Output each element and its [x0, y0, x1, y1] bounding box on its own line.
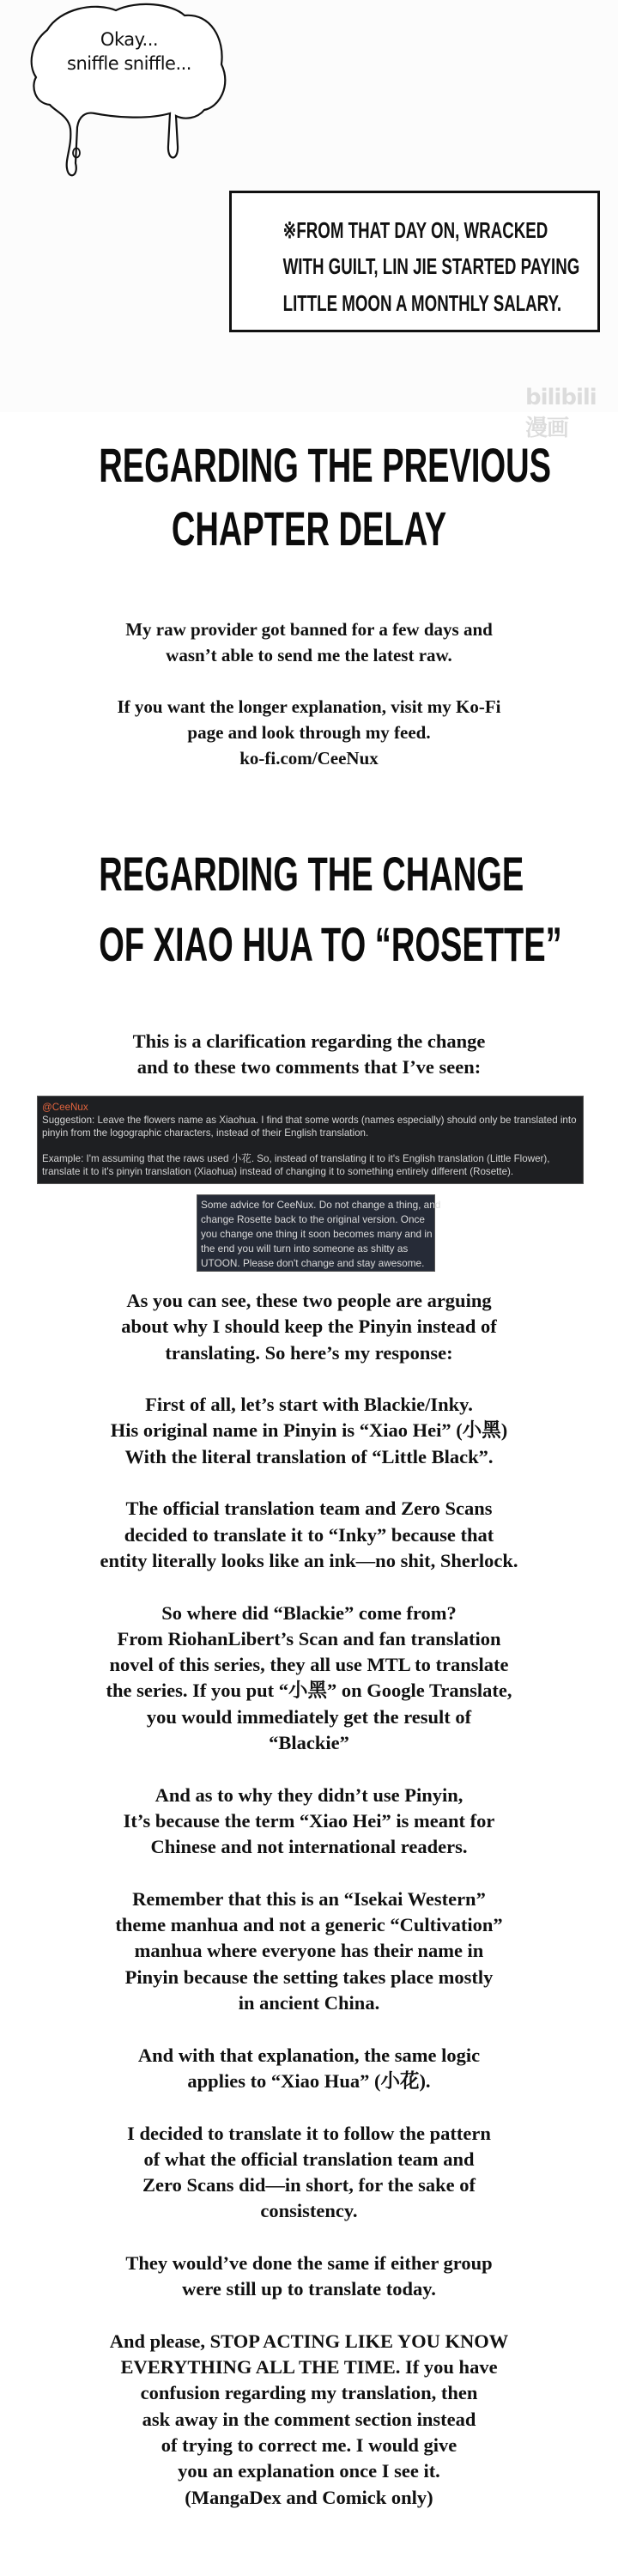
comment-line: UTOON. Please don't change and stay awesome. — [201, 1257, 425, 1269]
blank-line — [0, 1366, 618, 1392]
text-line: wasn’t able to send me the latest raw. — [166, 645, 452, 665]
section-heading: CHAPTER DELAY — [171, 501, 447, 556]
text-line: As you can see, these two people are arguing — [126, 1290, 492, 1311]
blank-line — [0, 1470, 618, 1496]
text-line: Remember that this is an “Isekai Western” — [132, 1887, 486, 1910]
caption-line: ※FROM THAT DAY ON, WRACKED — [282, 217, 548, 243]
text-line: (MangaDex and Comick only) — [185, 2486, 433, 2508]
text-line: First of all, let’s start with Blackie/Inky. — [145, 1394, 473, 1416]
text-line: the series. If you put “小黑” on Google Translate, — [106, 1680, 512, 1702]
text-line: So where did “Blackie” come from? — [161, 1601, 457, 1624]
text-line: theme manhua and not a generic “Cultivation” — [115, 1914, 503, 1936]
comic-panel — [0, 0, 618, 441]
text-line: This is a clarification regarding the change — [132, 1030, 486, 1052]
text-line: If you want the longer explanation, visit my Ko-Fi — [117, 696, 501, 717]
text-line: Pinyin because the setting takes place mostly — [124, 1965, 494, 1988]
comment-line: pinyin from the logographic characters, instead of their English translation. — [42, 1127, 369, 1139]
text-line: It’s because the term “Xiao Hei” is meant for — [123, 1809, 495, 1832]
text-line: And with that explanation, the same logic — [137, 2044, 481, 2066]
text-line: manhua where everyone has their name in — [134, 1940, 484, 1962]
blank-line — [0, 2094, 618, 2120]
text-line: about why I should keep the Pinyin instead of — [121, 1315, 497, 1338]
text-line: Chinese and not international readers. — [150, 1836, 468, 1858]
text-line: confusion regarding my translation, then — [140, 2382, 478, 2404]
text-line: translating. So here’s my response: — [165, 1341, 453, 1364]
text-line: With the literal translation of “Little Black”. — [124, 1445, 494, 1467]
blank-line — [0, 668, 618, 694]
comment-line: Some advice for CeeNux. Do not change a thing, and — [201, 1199, 441, 1211]
blank-line — [42, 1139, 579, 1152]
blank-line — [0, 1574, 618, 1600]
text-line: I decided to translate it to follow the pattern — [127, 2122, 491, 2144]
text-line: decided to translate it to “Inky” because that — [124, 1523, 494, 1546]
text-line: of trying to correct me. I would give — [161, 2434, 457, 2457]
clarification-intro — [0, 1029, 618, 1081]
bubble-text-line: Okay... — [100, 29, 159, 50]
narration-caption-box — [229, 191, 600, 332]
text-line: They would’ve done the same if either group — [125, 2251, 493, 2274]
text-line: My raw provider got banned for a few days and — [125, 619, 493, 640]
blank-line — [0, 2225, 618, 2251]
text-line: EVERYTHING ALL THE TIME. If you have — [120, 2356, 498, 2379]
comment-screenshot-2 — [197, 1194, 441, 1272]
text-line: applies to “Xiao Hua” (小花). — [187, 2069, 431, 2092]
text-line: The official translation team and Zero Scans — [125, 1498, 493, 1520]
section-heading: REGARDING THE PREVIOUS — [99, 438, 552, 492]
text-line: “Blackie” — [269, 1732, 349, 1754]
caption-line: LITTLE MOON A MONTHLY SALARY. — [282, 290, 562, 316]
section-heading: OF XIAO HUA TO “ROSETTE” — [99, 917, 562, 971]
comment-line: Example: I'm assuming that the raws used 小花. So, instead of translating it to it's English translation (Little Flower), — [42, 1153, 550, 1164]
bilibili-watermark: bilibili 漫画 — [525, 385, 597, 441]
blank-line — [0, 2016, 618, 2042]
text-line: His original name in Pinyin is “Xiao Hei” (小黑) — [110, 1419, 508, 1442]
response-body — [0, 1288, 618, 2511]
comment-line: the end you will turn into someone as shitty as — [201, 1242, 409, 1255]
comment-line: change Rosette back to the original version. Once — [201, 1213, 425, 1225]
bubble-text-line: sniffle sniffle... — [67, 53, 191, 74]
text-line: were still up to translate today. — [182, 2278, 436, 2300]
text-line: ko-fi.com/CeeNux — [239, 748, 379, 769]
text-line: you would immediately get the result of — [146, 1705, 472, 1728]
text-line: page and look through my feed. — [187, 722, 431, 743]
blank-line — [0, 1861, 618, 1886]
blank-line — [0, 1756, 618, 1782]
text-line: you an explanation once I see it. — [178, 2460, 440, 2482]
text-line: of what the official translation team and — [143, 2148, 475, 2170]
section-heading: REGARDING THE CHANGE — [99, 847, 524, 901]
text-line: From RiohanLibert’s Scan and fan translation — [117, 1627, 501, 1649]
text-line: ask away in the comment section instead — [142, 2408, 476, 2430]
comment-line: you change one thing it soon becomes many and in — [201, 1228, 433, 1240]
text-line: Zero Scans did—in short, for the sake of — [142, 2174, 476, 2196]
text-line: consistency. — [260, 2200, 358, 2222]
text-line: And please, STOP ACTING LIKE YOU KNOW — [109, 2330, 509, 2352]
comment-screenshot-1 — [37, 1096, 584, 1184]
text-line: in ancient China. — [238, 1992, 380, 2014]
blank-line — [0, 2303, 618, 2329]
comment-line: Suggestion: Leave the flowers name as Xiaohua. I find that some words (names especially) should only be translated into — [42, 1115, 577, 1126]
text-line: entity literally looks like an ink—no shit, Sherlock. — [100, 1549, 518, 1571]
text-line: novel of this series, they all use MTL to translate — [109, 1654, 509, 1676]
delay-explanation — [0, 617, 618, 771]
comment-username: @CeeNux — [42, 1102, 88, 1113]
caption-line: WITH GUILT, LIN JIE STARTED PAYING — [282, 253, 580, 279]
text-line: and to these two comments that I’ve seen: — [136, 1056, 482, 1078]
comment-line: translate it to it's pinyin translation (Xiaohua) instead of changing it to something entirely different (Rosette). — [42, 1166, 514, 1177]
text-line: And as to why they didn’t use Pinyin, — [154, 1783, 464, 1806]
